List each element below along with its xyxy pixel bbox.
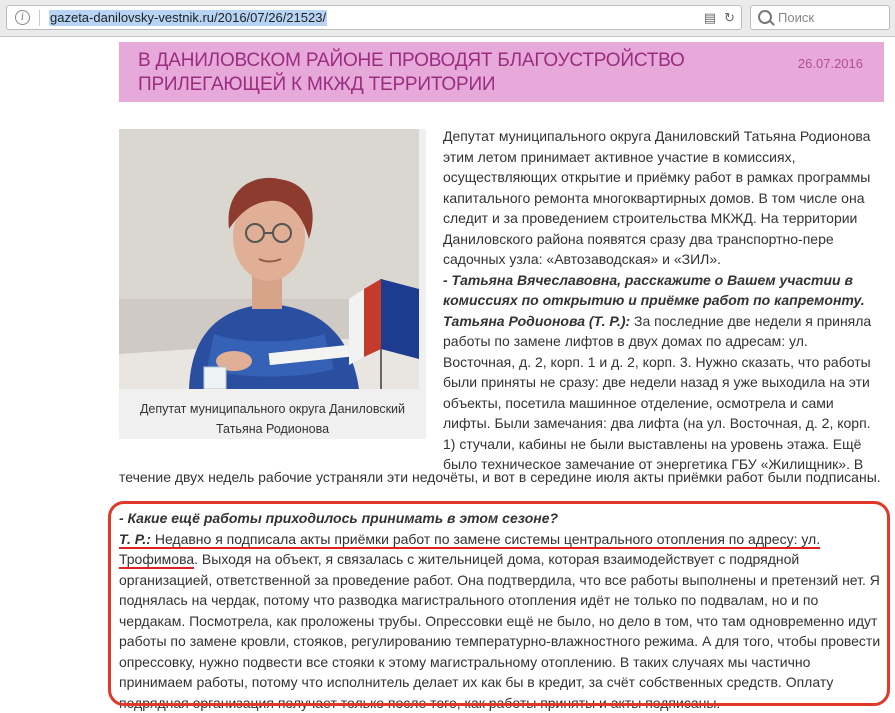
- photo-caption: Депутат муниципального округа Даниловский Татьяна Родионова: [119, 399, 426, 439]
- answer-2-speaker: Т. Р.:: [119, 531, 151, 549]
- divider: [39, 10, 40, 26]
- reload-icon[interactable]: ↻: [724, 9, 735, 27]
- address-bar-icons: [704, 9, 735, 27]
- article-title: В ДАНИЛОВСКОМ РАЙОНЕ ПРОВОДЯТ БЛАГОУСТРОЙСТВО ПРИЛЕГАЮЩЕЙ К МКЖД ТЕРРИТОРИИ: [138, 49, 778, 97]
- address-bar[interactable]: [6, 5, 742, 30]
- search-icon: [758, 10, 772, 24]
- url-text[interactable]: gazeta-danilovsky-vestnik.ru/2016/07/26/21523/: [49, 10, 327, 26]
- answer-2-text: . Выходя на объект, я связалась с жительницей дома, которая взаимодействует с подрядной организацией, ответственной за проведение работ. Она подтвердила, что все работы выполнены и претензий нет. Я поднялась на чердак, потому что разводка магистрального отопления идёт не только по подвалам, но и по чердакам. Посмотрела, как проложены трубы. Опрессовки ещё не было, но дело в том, что там одновременно идут работы по замене кровли, стояков, регулированию температурно-влажностного режима. А для того, чтобы провести опрессовку, нужно подвести все стояки к этому магистральному отоплению. В таких случаях мы частично принимаем работы, потому что исполнитель делает их как бы в кредит, за счёт собственных средств. Оплату подрядная организация получает только после того, как работы приняты и акты подписаны.: [119, 551, 880, 711]
- search-bar[interactable]: [750, 5, 890, 30]
- question-2: - Какие ещё работы приходилось принимать в этом сезоне?: [119, 508, 884, 529]
- article-header: [119, 42, 884, 102]
- question-1: - Татьяна Вячеславовна, расскажите о Вашем участии в комиссиях по открытию и приёмке работ по капремонту.: [443, 270, 879, 311]
- photo-block: [119, 129, 426, 439]
- reader-view-icon[interactable]: ▤: [704, 9, 716, 27]
- article-date: 26.07.2016: [798, 56, 863, 71]
- search-input[interactable]: Поиск: [778, 10, 814, 26]
- answer-1-continuation: [119, 467, 884, 488]
- answer-1-cont-text: течение двух недель рабочие устраняли эти недочёты, и вот в середине июля акты приёмки работ были подписаны.: [119, 467, 884, 488]
- intro-paragraph: Депутат муниципального округа Даниловский Татьяна Родионова этим летом принимает активное участие в комиссиях, осуществляющих открытие и приёмку работ в рамках программы капитального ремонта многоквартирных домов. В том числе она следит и за проведением строительства МКЖД. На территории Даниловского района появятся сразу два транспортно-пере садочных узла: «Автозаводская» и «ЗИЛ».: [443, 126, 879, 270]
- info-icon[interactable]: i: [15, 10, 30, 25]
- photo-illustration: [119, 129, 419, 389]
- answer-1: [443, 311, 879, 475]
- article-photo: [119, 129, 419, 389]
- answer-1-text: За последние две недели я приняла работы по замене лифтов в двух домах по адресам: ул. Восточная, д. 2, корп. 1 и д. 2, корп. 3. Нужно сказать, что работы были приняты не сразу: две недели назад я уже выходила на эти объекты, посетила машинное отделение, осмотрела и сами лифты. Были замечания: два лифта (на ул. Восточная, д. 2, корп. 1) стучали, кабины не были выставлены на уровень этажа. Ещё было техническое замечание от энергетика ГБУ «Жилищник». В: [443, 313, 871, 473]
- answer-1-speaker: Татьяна Родионова (Т. Р.):: [443, 313, 630, 329]
- browser-toolbar: [0, 0, 895, 37]
- highlight-annotation: [108, 501, 890, 706]
- answer-2-underlined: Недавно я подписала акты приёмки работ по замене системы центрального отопления по адресу: ул. Трофимова: [119, 531, 820, 570]
- article-text-column: [443, 126, 879, 475]
